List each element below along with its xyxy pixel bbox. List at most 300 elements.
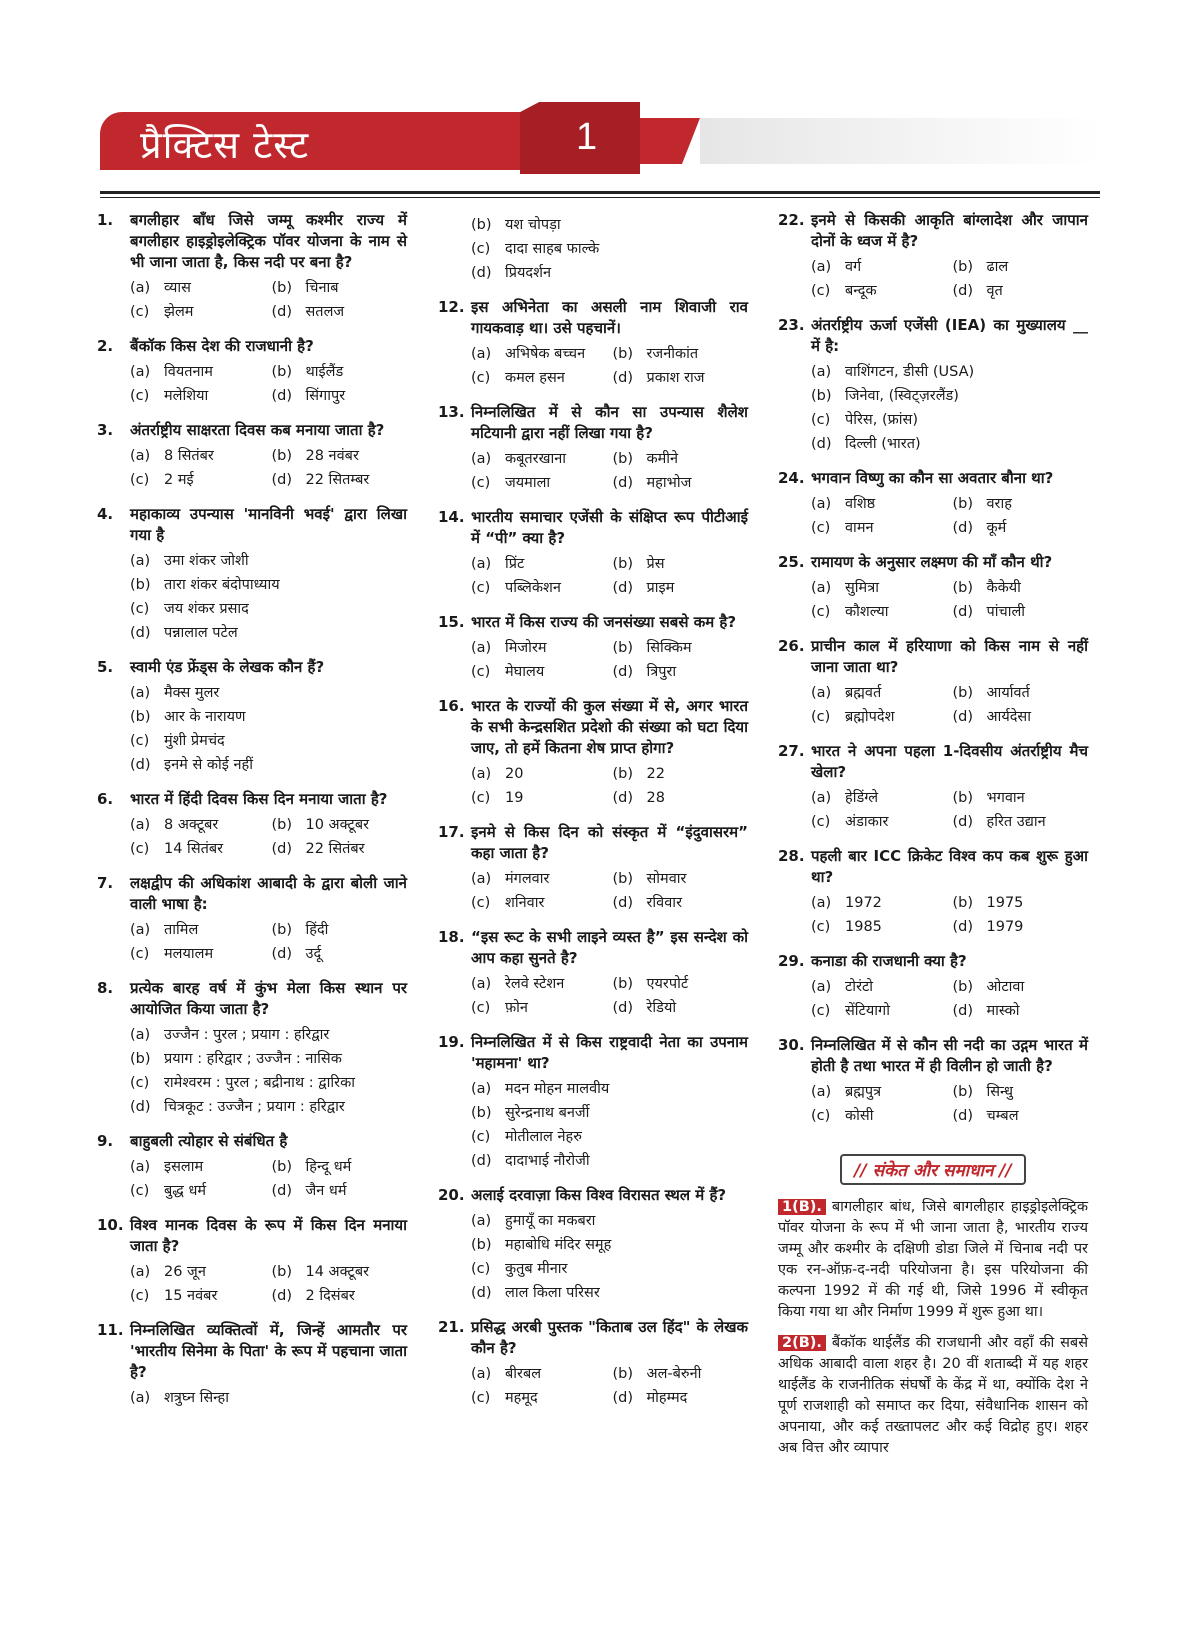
option-letter: (a) xyxy=(130,1390,151,1406)
option-text: 22 सितंबर xyxy=(305,841,365,857)
option-text: वर्ग xyxy=(845,259,862,275)
option-text: पब्लिकेशन xyxy=(505,580,561,596)
question-number: 13. xyxy=(438,403,465,421)
option-item xyxy=(471,1257,748,1281)
option-item xyxy=(130,1095,407,1119)
question-item xyxy=(97,789,407,861)
option-letter: (b) xyxy=(612,556,634,572)
option-item xyxy=(471,576,607,600)
option-letter: (c) xyxy=(811,709,831,725)
option-text: सतलज xyxy=(305,304,345,320)
option-text: उज्जैन : पुरल ; प्रयाग : हरिद्वार xyxy=(164,1027,330,1043)
option-text: वियतनाम xyxy=(164,364,213,380)
option-letter: (d) xyxy=(271,1288,293,1304)
option-letter: (c) xyxy=(471,241,491,257)
question-item xyxy=(97,210,407,324)
question-item xyxy=(438,1032,748,1173)
option-item xyxy=(471,213,748,237)
option-item xyxy=(811,576,947,600)
option-item xyxy=(613,1362,749,1386)
option-letter: (a) xyxy=(471,640,492,656)
question-number: 21. xyxy=(438,1318,465,1336)
question-number: 3. xyxy=(97,421,114,439)
option-letter: (a) xyxy=(811,496,832,512)
option-item xyxy=(953,915,1089,939)
question-item xyxy=(97,1131,407,1203)
solution-tag: 2(B). xyxy=(778,1335,826,1351)
option-item xyxy=(471,1077,748,1101)
option-text: महाबोधि मंदिर समूह xyxy=(505,1237,612,1253)
option-letter: (a) xyxy=(130,922,151,938)
option-item xyxy=(811,975,947,999)
question-text: भारतीय समाचार एजेंसी के संक्षिप्त रूप पीटीआई में “पी” क्या है? xyxy=(471,508,748,547)
option-item xyxy=(811,705,947,729)
options-list xyxy=(130,681,407,777)
option-text: 28 xyxy=(646,790,665,806)
option-letter: (c) xyxy=(471,1390,491,1406)
question-text: पहली बार ICC क्रिकेट विश्व कप कब शुरू हुआ था? xyxy=(811,847,1088,886)
option-text: कुतुब मीनार xyxy=(505,1261,568,1277)
option-item xyxy=(471,1101,748,1125)
question-text: निम्नलिखित में से कौन सा उपन्यास शैलेश मटियानी द्वारा नहीं लिखा गया है? xyxy=(471,403,748,442)
option-text: 14 सितंबर xyxy=(164,841,224,857)
option-text: प्राइम xyxy=(646,580,675,596)
options-list xyxy=(130,360,407,408)
question-number: 8. xyxy=(97,979,114,997)
options-list xyxy=(811,681,1088,729)
option-item xyxy=(811,492,947,516)
option-text: हिंदी xyxy=(305,922,329,938)
option-item xyxy=(130,942,266,966)
option-item xyxy=(811,915,947,939)
option-item xyxy=(130,360,266,384)
question-text: बाहुबली त्योहार से संबंधित है xyxy=(130,1132,288,1150)
question-number: 24. xyxy=(778,469,805,487)
options-list xyxy=(471,342,748,390)
option-text: सिंगापुर xyxy=(305,388,346,404)
option-item xyxy=(130,1071,407,1095)
option-item xyxy=(272,276,408,300)
option-item xyxy=(953,516,1089,540)
column-3 xyxy=(778,210,1088,1469)
solution-text: बागलीहार बांध, जिसे बागलीहार हाइड्रोइलेक्ट्रिक पॉवर योजना के रूप में भी जाना जाता है, भारतीय राज्य जम्मू और कश्मीर के दक्षिणी डोडा जिले में चिनाब नदी पर एक रन-ऑफ़-द-नदी परियोजना है। इस परियोजना की कल्पना 1992 में की गई थी, जिसे 1996 में स्वीकृत किया गया था और निर्माण 1999 में शुरू हुआ था। xyxy=(778,1199,1088,1320)
option-text: कौशल्या xyxy=(845,604,889,620)
option-item xyxy=(471,342,607,366)
question-text: अंतर्राष्ट्रीय ऊर्जा एजेंसी (IEA) का मुख्यालय __ में है: xyxy=(811,316,1088,355)
option-letter: (a) xyxy=(130,553,151,569)
option-text: अभिषेक बच्चन xyxy=(505,346,586,362)
option-letter: (c) xyxy=(130,1183,150,1199)
option-letter: (a) xyxy=(471,556,492,572)
option-item xyxy=(953,705,1089,729)
option-text: जिनेवा, (स्विट्ज़रलैंड) xyxy=(845,388,959,404)
option-letter: (c) xyxy=(471,580,491,596)
test-number: 1 xyxy=(576,116,598,158)
option-text: वृत xyxy=(986,283,1003,299)
option-letter: (b) xyxy=(612,1366,634,1382)
option-letter: (b) xyxy=(612,976,634,992)
option-item xyxy=(613,576,749,600)
option-item xyxy=(130,729,407,753)
options-list xyxy=(811,255,1088,303)
option-text: शत्रुघ्न सिन्हा xyxy=(164,1390,229,1406)
option-item xyxy=(811,279,947,303)
option-text: मदन मोहन मालवीय xyxy=(505,1081,610,1097)
option-letter: (b) xyxy=(130,709,151,725)
option-letter: (c) xyxy=(471,475,491,491)
option-item xyxy=(130,1260,266,1284)
option-item xyxy=(811,408,1088,432)
options-list xyxy=(471,552,748,600)
option-letter: (b) xyxy=(952,1084,974,1100)
option-item xyxy=(811,255,947,279)
option-letter: (c) xyxy=(471,895,491,911)
question-number: 25. xyxy=(778,553,805,571)
option-text: कोसी xyxy=(845,1108,874,1124)
option-text: उमा शंकर जोशी xyxy=(164,553,249,569)
question-text: भारत में किस राज्य की जनसंख्या सबसे कम है? xyxy=(471,613,737,631)
header-rule-thin xyxy=(100,197,1100,198)
option-letter: (c) xyxy=(811,412,831,428)
option-text: 2 दिसंबर xyxy=(305,1288,355,1304)
options-list xyxy=(471,867,748,915)
option-text: 19 xyxy=(505,790,524,806)
option-item xyxy=(471,1125,748,1149)
question-number: 26. xyxy=(778,637,805,655)
option-letter: (a) xyxy=(811,580,832,596)
question-text: विश्व मानक दिवस के रूप में किस दिन मनाया जाता है? xyxy=(130,1216,407,1255)
option-text: इनमे से कोई नहीं xyxy=(164,757,253,773)
option-text: जय शंकर प्रसाद xyxy=(164,601,249,617)
option-letter: (d) xyxy=(471,265,492,281)
option-letter: (a) xyxy=(471,871,492,887)
option-item xyxy=(613,447,749,471)
options-list xyxy=(811,1080,1088,1128)
option-text: एयरपोर्ट xyxy=(646,976,689,992)
option-item xyxy=(130,384,266,408)
question-text: “इस रूट के सभी लाइने व्यस्त है” इस सन्देश को आप कहा सुनते है? xyxy=(471,928,748,967)
option-item xyxy=(953,999,1089,1023)
question-number: 17. xyxy=(438,823,465,841)
option-item xyxy=(953,810,1089,834)
options-list xyxy=(130,1386,407,1410)
option-item xyxy=(130,837,266,861)
option-letter: (a) xyxy=(471,1081,492,1097)
option-letter: (b) xyxy=(612,451,634,467)
option-item xyxy=(130,1386,407,1410)
option-letter: (b) xyxy=(612,346,634,362)
option-text: दादाभाई नौरोजी xyxy=(505,1153,590,1169)
option-letter: (b) xyxy=(952,580,974,596)
option-item xyxy=(811,999,947,1023)
option-item xyxy=(272,444,408,468)
option-letter: (b) xyxy=(271,280,293,296)
option-item xyxy=(953,786,1089,810)
question-item xyxy=(778,468,1088,540)
option-text: 20 xyxy=(505,766,524,782)
options-list xyxy=(471,1362,748,1410)
option-letter: (c) xyxy=(471,1129,491,1145)
option-item xyxy=(471,660,607,684)
option-text: महाभोज xyxy=(646,475,692,491)
question-number: 23. xyxy=(778,316,805,334)
option-letter: (c) xyxy=(811,283,831,299)
option-text: कूर्म xyxy=(986,520,1007,536)
option-letter: (d) xyxy=(612,1000,634,1016)
option-text: ब्रह्मोपदेश xyxy=(845,709,895,725)
question-item xyxy=(97,873,407,966)
option-text: थाईलैंड xyxy=(305,364,344,380)
option-item xyxy=(130,1047,407,1071)
question-number: 12. xyxy=(438,298,465,316)
option-text: तारा शंकर बंदोपाध्याय xyxy=(164,577,280,593)
option-text: हुमायूँ का मकबरा xyxy=(505,1213,596,1229)
option-text: कमीने xyxy=(646,451,679,467)
options-list xyxy=(130,549,407,645)
option-item xyxy=(471,891,607,915)
question-text: इनमे से किसकी आकृति बांग्लादेश और जापान दोनों के ध्वज में है? xyxy=(811,211,1088,250)
option-text: हरित उद्यान xyxy=(986,814,1046,830)
option-item xyxy=(130,1155,266,1179)
option-item xyxy=(130,1179,266,1203)
option-text: 10 अक्टूबर xyxy=(305,817,370,833)
option-item xyxy=(130,918,266,942)
options-list xyxy=(130,1260,407,1308)
option-letter: (b) xyxy=(271,448,293,464)
solution-text: बैंकॉक थाईलैंड की राजधानी और वहाँ की सबसे अधिक आबादी वाला शहर है। 20 वीं शताब्दी में यह शहर थाईलैंड के राजनीतिक संघर्षों के केंद्र में था, क्योंकि देश ने पूर्ण राजशाही को समाप्त कर दिया, संवैधानिक शासन को अपनाया, और कई तख्तापलट और कई विद्रोह हुए। शहर अब वित्त और व्यापार xyxy=(778,1335,1088,1456)
option-text: व्यास xyxy=(164,280,191,296)
option-text: बन्दूक xyxy=(845,283,877,299)
option-text: तामिल xyxy=(164,922,199,938)
option-text: प्रयाग : हरिद्वार ; उज्जैन : नासिक xyxy=(164,1051,342,1067)
question-text: निम्नलिखित में से कौन सी नदी का उद्गम भारत में होती है तथा भारत में ही विलीन हो जाती है? xyxy=(811,1036,1088,1075)
option-letter: (d) xyxy=(952,814,974,830)
option-text: दिल्ली (भारत) xyxy=(845,436,921,452)
option-item xyxy=(272,918,408,942)
option-text: रविवार xyxy=(646,895,682,911)
column-1 xyxy=(97,210,407,1422)
question-text: बगलीहार बाँध जिसे जम्मू कश्मीर राज्य में बगलीहार हाइड्रोइलेक्ट्रिक पॉवर योजना के नाम से भी जाना जाता है, किस नदी पर बना है? xyxy=(130,211,407,271)
question-text: प्राचीन काल में हरियाणा को किस नाम से नहीं जाना जाता था? xyxy=(811,637,1088,676)
option-item xyxy=(130,1023,407,1047)
option-letter: (b) xyxy=(811,388,832,404)
option-text: ब्रह्मपुत्र xyxy=(845,1084,882,1100)
option-item xyxy=(613,891,749,915)
option-letter: (a) xyxy=(471,1213,492,1229)
options-list xyxy=(471,447,748,495)
option-item xyxy=(130,276,266,300)
option-text: सुमित्रा xyxy=(845,580,879,596)
options-list xyxy=(811,360,1088,456)
option-text: मंगलवार xyxy=(505,871,550,887)
option-letter: (d) xyxy=(471,1153,492,1169)
solution-item xyxy=(778,1197,1088,1323)
option-text: अल-बेरुनी xyxy=(646,1366,702,1382)
option-letter: (d) xyxy=(952,520,974,536)
option-letter: (b) xyxy=(612,766,634,782)
option-text: प्रियदर्शन xyxy=(505,265,552,281)
option-item xyxy=(130,753,407,777)
option-item xyxy=(811,384,1088,408)
option-letter: (b) xyxy=(271,1159,293,1175)
option-item xyxy=(811,786,947,810)
question-item xyxy=(778,210,1088,303)
options-list xyxy=(811,492,1088,540)
option-text: इसलाम xyxy=(164,1159,204,1175)
option-letter: (d) xyxy=(130,757,151,773)
option-item xyxy=(613,366,749,390)
option-item xyxy=(811,810,947,834)
question-item xyxy=(778,741,1088,834)
option-text: 14 अक्टूबर xyxy=(305,1264,370,1280)
option-text: सुरेन्द्रनाथ बनर्जी xyxy=(505,1105,590,1121)
option-text: कमल हसन xyxy=(505,370,565,386)
question-number: 29. xyxy=(778,952,805,970)
option-letter: (c) xyxy=(811,1108,831,1124)
option-letter: (a) xyxy=(130,817,151,833)
option-letter: (c) xyxy=(471,664,491,680)
option-item xyxy=(613,471,749,495)
column-2 xyxy=(438,210,748,1422)
option-letter: (d) xyxy=(130,625,151,641)
question-number: 27. xyxy=(778,742,805,760)
option-item xyxy=(953,600,1089,624)
question-item xyxy=(438,1185,748,1305)
option-item xyxy=(130,444,266,468)
option-text: मास्को xyxy=(986,1003,1020,1019)
question-item xyxy=(97,420,407,492)
option-letter: (c) xyxy=(471,370,491,386)
option-letter: (d) xyxy=(612,475,634,491)
options-list xyxy=(471,1209,748,1305)
option-letter: (d) xyxy=(471,1285,492,1301)
option-text: त्रिपुरा xyxy=(646,664,677,680)
option-text: चित्रकूट : उज्जैन ; प्रयाग : हरिद्वार xyxy=(164,1099,345,1115)
option-letter: (d) xyxy=(271,304,293,320)
option-item xyxy=(471,786,607,810)
options-list xyxy=(811,576,1088,624)
option-item xyxy=(613,867,749,891)
option-item xyxy=(953,255,1089,279)
option-item xyxy=(613,342,749,366)
option-text: रजनीकांत xyxy=(646,346,699,362)
option-text: बुद्ध धर्म xyxy=(164,1183,207,1199)
option-text: 1972 xyxy=(845,895,882,911)
option-letter: (a) xyxy=(811,259,832,275)
option-text: प्रेस xyxy=(646,556,665,572)
option-item xyxy=(130,573,407,597)
option-item xyxy=(811,600,947,624)
option-text: सिन्धु xyxy=(986,1084,1013,1100)
option-item xyxy=(811,1104,947,1128)
option-text: ढाल xyxy=(986,259,1009,275)
option-item xyxy=(613,1386,749,1410)
option-letter: (b) xyxy=(952,259,974,275)
option-item xyxy=(272,837,408,861)
option-letter: (a) xyxy=(471,766,492,782)
question-number: 15. xyxy=(438,613,465,631)
option-letter: (b) xyxy=(271,922,293,938)
option-text: वाशिंगटन, डीसी (USA) xyxy=(845,364,975,380)
option-text: चिनाब xyxy=(305,280,339,296)
option-text: आर के नारायण xyxy=(164,709,246,725)
question-number: 5. xyxy=(97,658,114,676)
option-item xyxy=(130,681,407,705)
option-letter: (b) xyxy=(271,364,293,380)
option-item xyxy=(471,237,748,261)
option-letter: (a) xyxy=(471,976,492,992)
question-text: निम्नलिखित में से किस राष्ट्रवादी नेता का उपनाम 'महामना' था? xyxy=(471,1033,748,1072)
option-text: रेलवे स्टेशन xyxy=(505,976,565,992)
option-text: भगवान xyxy=(986,790,1025,806)
option-item xyxy=(130,468,266,492)
option-text: पन्नालाल पटेल xyxy=(164,625,238,641)
question-number: 28. xyxy=(778,847,805,865)
options-list xyxy=(471,762,748,810)
option-letter: (c) xyxy=(811,814,831,830)
option-letter: (d) xyxy=(612,790,634,806)
option-text: फ़ोन xyxy=(505,1000,528,1016)
option-text: वामन xyxy=(845,520,874,536)
options-list xyxy=(811,975,1088,1023)
option-text: वशिष्ठ xyxy=(845,496,876,512)
option-item xyxy=(471,636,607,660)
option-text: 1979 xyxy=(986,919,1024,935)
option-item xyxy=(953,492,1089,516)
options-list xyxy=(471,213,748,285)
option-letter: (a) xyxy=(130,280,151,296)
question-number: 6. xyxy=(97,790,114,808)
question-number: 14. xyxy=(438,508,465,526)
option-item xyxy=(471,972,607,996)
option-text: 8 सितंबर xyxy=(164,448,214,464)
option-text: दादा साहब फाल्के xyxy=(505,241,600,257)
option-item xyxy=(272,1260,408,1284)
option-text: 8 अक्टूबर xyxy=(164,817,219,833)
option-letter: (c) xyxy=(811,919,831,935)
option-letter: (b) xyxy=(612,640,634,656)
question-item xyxy=(97,1320,407,1410)
option-text: प्रिंट xyxy=(505,556,525,572)
banner-tail xyxy=(640,118,700,164)
option-item xyxy=(811,432,1088,456)
option-text: बीरबल xyxy=(505,1366,542,1382)
option-text: उर्दू xyxy=(305,946,322,962)
option-text: मलयालम xyxy=(164,946,214,962)
solutions-heading: // संकेत और समाधान // xyxy=(840,1154,1025,1185)
option-letter: (a) xyxy=(811,895,832,911)
option-letter: (c) xyxy=(130,601,150,617)
option-item xyxy=(953,1080,1089,1104)
option-text: आर्यदेसा xyxy=(986,709,1031,725)
question-text: अलाई दरवाज़ा किस विश्व विरासत स्थल में हैं? xyxy=(471,1186,727,1204)
option-text: जयमाला xyxy=(505,475,551,491)
question-number: 20. xyxy=(438,1186,465,1204)
option-letter: (c) xyxy=(471,1000,491,1016)
option-letter: (b) xyxy=(952,790,974,806)
option-letter: (c) xyxy=(130,946,150,962)
question-item xyxy=(438,612,748,684)
option-letter: (a) xyxy=(130,364,151,380)
option-letter: (d) xyxy=(811,436,832,452)
option-text: हेडिंग्ले xyxy=(845,790,879,806)
option-text: मोतीलाल नेहरु xyxy=(505,1129,582,1145)
option-item xyxy=(471,366,607,390)
question-item xyxy=(438,507,748,600)
option-letter: (b) xyxy=(130,1051,151,1067)
question-item xyxy=(438,822,748,915)
question-number: 18. xyxy=(438,928,465,946)
